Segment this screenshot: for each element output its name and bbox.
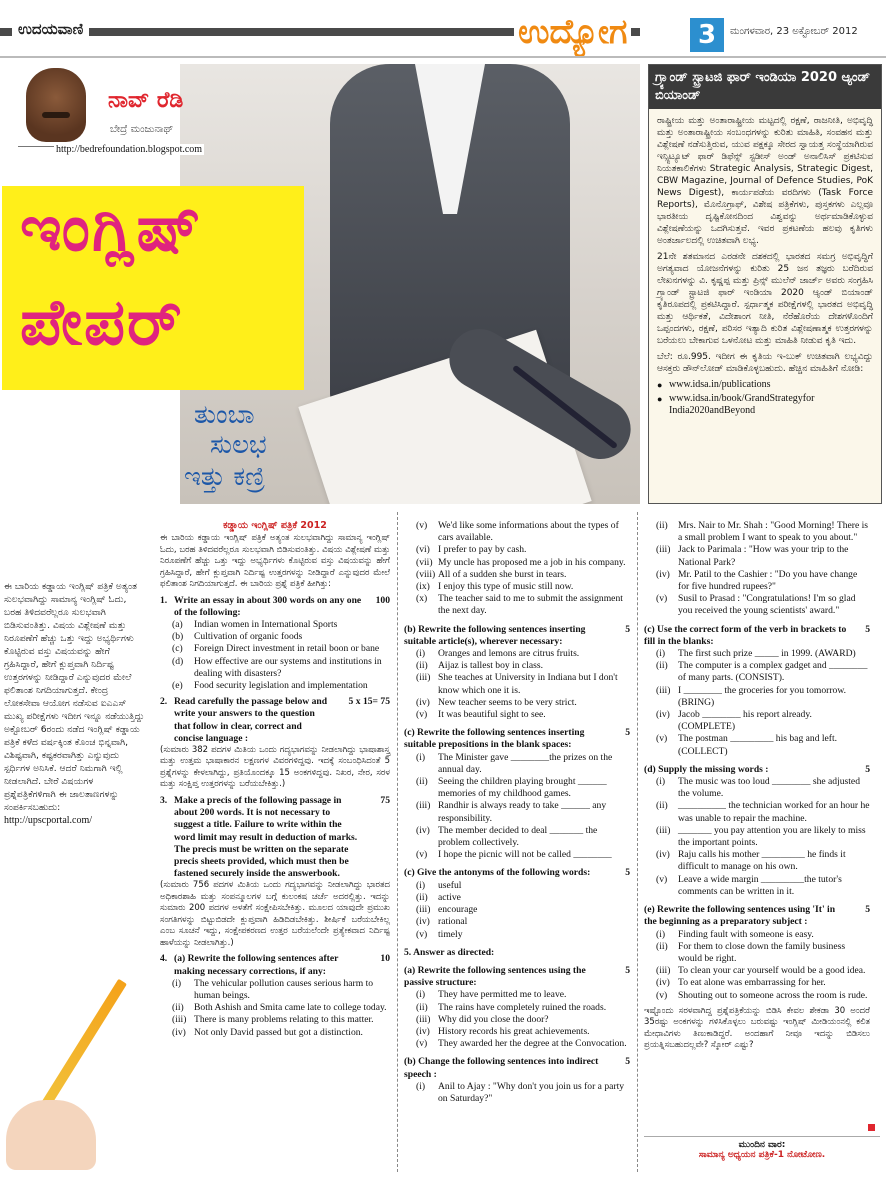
list-item <box>416 660 630 672</box>
item-text: Why did you close the door? <box>438 1013 549 1025</box>
list-item <box>656 825 870 849</box>
book-sidebar <box>648 64 882 504</box>
section-title: (c) Use the correct form of the verb in brackets to fill in the blanks: <box>644 623 847 647</box>
section-heading <box>404 1056 630 1080</box>
q1-options <box>160 619 390 692</box>
item-text: Susil to Prasad : "Congratulations! I'm so glad you received the young scientists' award." <box>678 593 856 617</box>
section-title: (b) Change the following sentences into indirect speech : <box>404 1056 599 1080</box>
question-text: Read carefully the passage below and write your answers to the question that follow in clear, correct and concise language : <box>174 696 328 744</box>
list-item <box>416 557 630 569</box>
list-item <box>416 697 630 709</box>
section-heading <box>404 727 630 751</box>
question-4 <box>160 953 390 977</box>
section-marks: 5 <box>865 763 870 775</box>
item-text: I prefer to pay by cash. <box>438 544 527 556</box>
list-item <box>416 581 630 593</box>
list-item <box>416 520 630 544</box>
list-item <box>656 965 870 977</box>
list-item <box>172 631 390 643</box>
list-item <box>416 892 630 904</box>
item-text: For them to close down the family business would be right. <box>678 940 846 964</box>
item-roman: (iii) <box>416 800 431 812</box>
item-roman: (iv) <box>416 824 430 836</box>
section-title: (e) Rewrite the following sentences using 'It' in the beginning as a preparatory subject : <box>644 904 836 928</box>
item-text: The member decided to deal _______ the problem collectively. <box>438 824 598 849</box>
item-text: New teacher seems to be very strict. <box>438 696 577 708</box>
item-text: They awarded her the degree at the Convocation. <box>438 1038 627 1050</box>
item-text: __________ the technician worked for an hour he was unable to repair the machine. <box>678 800 870 824</box>
list-item <box>416 1002 630 1014</box>
section-heading <box>404 624 630 648</box>
item-text: To clean your car yourself would be a good idea. <box>678 965 866 977</box>
question-note: (ಸುಮಾರು 756 ಪದಗಳ ಮಿತಿಯ ಒಂದು ಗದ್ಯಭಾಗವನ್ನು ನೀಡಲಾಗಿದ್ದು ಭಾರತದ ಅಧಿಕಾರಶಾಹಿ ಮತ್ತು ಸಂಪನ್ಮೂಲಗಳ ಬಗ್ಗೆ ಕುಲಂಕಷ ಚರ್ಚೆ ಅದರಲ್ಲಿತ್ತು. ಇದನ್ನು ಸುಮಾರು 200 ಪದಗಳ ಅಳತೆಗೆ ಸಂಕ್ಷೇಪಿಸಬೇಕಿತ್ತು. ಮೂಲದ ಯಾವುದೇ ಪ್ರಮುಖ ಸಂಗತಿಗಳನ್ನು ಬಿಟ್ಟುಬಿಡದೇ ಕ್ಲುಪ್ತವಾಗಿ ಹಿಡಿದಿಡಬೇಕಿತ್ತು. ಶೀರ್ಷಿಕೆ ಬರೆಯಬೇಕಿಲ್ಲ ಎಂಬ ಸೂಚನೆ ಇದ್ದು, ಸಂಕ್ಷೇಪಕರಣದ ಉತ್ತರ ಬರೆಯಲೆಂದೇ ಪ್ರತ್ಯೇಕವಾದ ನಿರ್ದಿಷ್ಟ ಹಾಳೆಯನ್ನು ನೀಡಲಾಗಿತ್ತು.) <box>160 880 390 948</box>
paper-name: ಉದಯವಾಣಿ <box>12 20 89 38</box>
item-text: Seeing the children playing brought ______ memories of my childhood games. <box>438 776 607 800</box>
headline-line1: ಇಂಗ್ಲಿಷ್ <box>20 192 203 266</box>
list-item <box>416 929 630 941</box>
section-title: (b) Rewrite the following sentences inserting suitable article(s), wherever necessary: <box>404 623 586 647</box>
list-item <box>172 1002 390 1014</box>
issue-date: ಮಂಗಳವಾರ, 23 ಅಕ್ಟೋಬರ್ 2012 <box>730 26 858 37</box>
item-text: The computer is a complex gadget and ________ of many parts. (CONSIST). <box>678 660 868 684</box>
list-item <box>656 520 870 544</box>
item-roman: (v) <box>416 1038 428 1050</box>
item-text: The rains have completely ruined the roads. <box>438 1001 607 1013</box>
question-2 <box>160 696 390 745</box>
intro-url[interactable]: http://upscportal.com/ <box>4 815 93 826</box>
item-roman: (v) <box>416 928 428 940</box>
item-text: Food security legislation and implementation <box>194 679 368 691</box>
item-text: Cultivation of organic foods <box>194 631 303 643</box>
question-number: 2. <box>160 696 168 708</box>
item-roman: (iv) <box>656 709 670 721</box>
item-text: rational <box>438 916 468 928</box>
item-text: Leave a wide margin _________the tutor's comments can be written in it. <box>678 873 842 897</box>
question-number: 1. <box>160 594 168 606</box>
item-roman: (ii) <box>416 1001 428 1013</box>
sidebar-heading: ಗ್ರ್ಯಾಂಡ್ ಸ್ಟ್ರಾಟಜಿ ಫಾರ್ ಇಂಡಿಯಾ 2020 ಆ್ಯಂಡ್ ಬಿಯಾಂಡ್ <box>649 65 881 109</box>
list-item <box>416 569 630 581</box>
list-item <box>416 672 630 696</box>
question-number: 4. <box>160 953 168 965</box>
item-text: Aijaz is tallest boy in class. <box>438 660 543 672</box>
sidebar-links <box>657 379 873 417</box>
list-item <box>656 709 870 733</box>
subhead-line1: ತುಂಬಾ <box>194 400 255 430</box>
page-number: 3 <box>690 18 724 52</box>
list-item <box>172 978 390 1002</box>
item-text: Raju calls his mother _________ he finds it difficult to manage on his own. <box>678 849 846 873</box>
item-roman: (iv) <box>416 696 430 708</box>
list-item <box>416 904 630 916</box>
closing-text: ಇಷ್ಟೊಂದು ಸರಳವಾಗಿದ್ದ ಪ್ರಶ್ನೆಪತ್ರಿಕೆಯನ್ನು ಬಿಡಿಸಿ ಕೇವಲ ಶೇಕಡಾ 30 ಅಂದರೆ 35ರಷ್ಟು ಅಂಕಗಳನ್ನು ಗಳಿಸಿಕೊಳ್ಳಲು ಬರುವಷ್ಟು ಇಂಗ್ಲಿಷ್ ಮೀಡಿಯಂನಲ್ಲಿ ಕಲಿತ ಮೇಧಾವಿಗಳು ತಿಣುಕಾಡಿದ್ದರೆ. ಅಂದಹಾಗೆ ನೀವೂ ಇದನ್ನು ಬಿಡಿಸಲು ಪ್ರಯತ್ನಿಸಬಹುದಲ್ಲವೇ? ಸ್ಕೋರ್ ಎಷ್ಟು? <box>644 1005 870 1051</box>
item-roman: (i) <box>416 1080 426 1092</box>
item-roman: (a) <box>172 618 183 630</box>
masthead-rule <box>0 56 886 58</box>
item-roman: (ix) <box>416 581 430 593</box>
list-item <box>416 916 630 928</box>
item-text: Indian women in International Sports <box>194 618 338 630</box>
item-roman: (iv) <box>656 977 670 989</box>
item-roman: (iii) <box>416 904 431 916</box>
list-item <box>656 990 870 1002</box>
question-text: Make a precis of the following passage in about 200 words. It is not necessary to suggest a title. Failure to write within the word limit may result in deduction of marks. The precis must be written on the separate precis sheets provided, which must then be fastened securely inside the answerbook. <box>174 794 358 880</box>
next-week-topic: ಸಾಮಾನ್ಯ ಅಧ್ಯಯನ ಪತ್ರಿಕೆ-1 ನೋಟೋಣ. <box>698 1150 826 1160</box>
subhead-line2: ಸುಲಭ <box>210 430 267 460</box>
section-marks: 5 <box>625 867 630 879</box>
item-text: The Minister gave ________the prizes on the annual day. <box>438 751 613 775</box>
section-heading <box>644 624 870 648</box>
item-roman: (v) <box>656 989 668 1001</box>
list-item <box>416 825 630 849</box>
section-heading <box>644 764 870 776</box>
item-text: There is many problems relating to this matter. <box>194 1014 374 1026</box>
item-text: _______ you pay attention you are likely to miss the important points. <box>678 824 866 849</box>
list-item <box>172 656 390 680</box>
question-marks: 100 <box>375 594 390 606</box>
end-mark <box>868 1124 875 1131</box>
item-roman: (ii) <box>656 520 668 531</box>
item-text: My uncle has proposed me a job in his company. <box>438 556 626 568</box>
question-marks: 75 <box>380 794 390 806</box>
author-block <box>18 66 203 162</box>
sidebar-link[interactable]: ● www.idsa.in/publications <box>657 379 873 391</box>
section-title: (c) Rewrite the following sentences inserting suitable prepositions in the blank spaces: <box>404 727 585 751</box>
item-roman: (i) <box>416 989 426 1001</box>
item-roman: (iv) <box>416 916 430 928</box>
item-text: encourage <box>438 904 478 916</box>
item-roman: (ii) <box>656 940 668 952</box>
item-roman: (v) <box>656 873 668 885</box>
item-text: Mr. Patil to the Cashier : "Do you have change for five hundred rupees?" <box>678 568 858 593</box>
intro-column <box>4 580 146 827</box>
item-roman: (iv) <box>656 568 670 580</box>
sidebar-para: ಬೆಲೆ: ರೂ.995. ಇದೀಗ ಈ ಕೃತಿಯ ಇ-ಬುಕ್ ಉಚಿತವಾಗಿ ಲಭ್ಯವಿದ್ದು ಆಸಕ್ತರು ಡೌನ್‌ಲೋಡ್ ಮಾಡಿಕೊಳ್ಳಬಹುದು. ಹೆಚ್ಚಿನ ಮಾಹಿತಿಗೆ ನೋಡಿ: <box>657 352 873 374</box>
list-item <box>416 1081 630 1105</box>
list-item <box>416 709 630 721</box>
item-roman: (v) <box>656 593 668 605</box>
question-marks: 5 x 15= 75 <box>348 696 390 708</box>
paper-column-3 <box>644 520 870 1052</box>
list-item <box>416 593 630 617</box>
list-item <box>656 648 870 660</box>
question-marks: 10 <box>380 953 390 965</box>
list-item <box>172 680 390 692</box>
sidebar-para: 21ನೇ ಶತಮಾನದ ಎರಡನೇ ದಶಕದಲ್ಲಿ ಭಾರತದ ಸಮಗ್ರ ಅಭಿವೃದ್ಧಿಗೆ ಅಗತ್ಯವಾದ ಯೋಜನೆಗಳನ್ನು ಕುರಿತು 25 ಜನ ತಜ್ಞರು ಬರೆದಿರುವ ಲೇಖನಗಳನ್ನು ವಿ. ಕೃಷ್ಣಪ್ಪ ಮತ್ತು ಪ್ರಿನ್ಸ್ ಮುಲೆನ್ ಜಾರ್ಜ್ ಅವರು ಸಂಗ್ರಹಿಸಿ ಗ್ರ್ಯಾಂಡ್ ಸ್ಟ್ರಾಟಜಿ ಫಾರ್ ಇಂಡಿಯಾ 2020 ಆ್ಯಂಡ್ ಬಿಯಾಂಡ್ ಕೃತಿರೂಪದಲ್ಲಿ ಪ್ರಕಟಿಸಿದ್ದಾರೆ. ಸ್ಪರ್ಧಾತ್ಮಕ ಪರೀಕ್ಷೆಗಳಲ್ಲಿ ಭಾರತದ ಅಭಿವೃದ್ಧಿ ಮತ್ತು ಆರ್ಥಿಕತೆ, ವಿದೇಶಾಂಗ ನೀತಿ, ನೆರೆಹೊರೆಯ ದೇಶಗಳೊಂದಿಗೆ ಒಪ್ಪಂದಗಳು, ರಕ್ಷಣೆ, ಪರಿಸರ ಇತ್ಯಾದಿ ಕುರಿತ ವಿಶ್ಲೇಷಣಾತ್ಮಕ ಉತ್ತರಗಳನ್ನು ಬರೆಯಲು ಬೇಕಾಗುವ ಒಳನೋಟ ಮತ್ತು ಮಾಹಿತಿ ನೀಡುವ ಕೃತಿ ಇದು. <box>657 252 873 346</box>
item-text: The vehicular pollution causes serious harm to human beings. <box>194 977 374 1001</box>
section-title: 5. Answer as directed: <box>404 946 495 958</box>
section-marks: 5 <box>625 1056 630 1068</box>
item-text: The teacher said to me to submit the assignment the next day. <box>438 593 623 617</box>
item-roman: (iv) <box>416 1025 430 1037</box>
section-marks: 5 <box>625 623 630 635</box>
item-roman: (i) <box>416 751 426 763</box>
item-roman: (i) <box>172 977 182 989</box>
item-roman: (x) <box>416 593 428 605</box>
item-roman: (v) <box>416 849 428 861</box>
list-item <box>416 1014 630 1026</box>
item-roman: (iii) <box>656 965 671 977</box>
item-roman: (ii) <box>416 660 428 672</box>
sidebar-link[interactable]: ● www.idsa.in/book/GrandStrategyfor India2020andBeyond <box>657 393 873 417</box>
column-name: ನಾವ್ ರೆಡಿ <box>108 88 184 113</box>
paper-title: ಕಡ್ಡಾಯ ಇಂಗ್ಲಿಷ್ ಪತ್ರಿಕೆ 2012 <box>223 520 327 531</box>
question-5 <box>404 947 630 959</box>
item-text: We'd like some informations about the types of cars available. <box>438 520 619 544</box>
list-item <box>172 643 390 655</box>
item-text: The first such prize _____ in 1999. (AWARD) <box>678 648 856 660</box>
list-item <box>656 874 870 898</box>
item-text: Not only David passed but got a distinction. <box>194 1026 363 1038</box>
question-3 <box>160 795 390 880</box>
list-item <box>656 660 870 684</box>
item-roman: (iii) <box>656 544 671 556</box>
item-text: She teaches at University in Indiana but I don't know which one it is. <box>438 672 618 696</box>
list-item <box>656 929 870 941</box>
list-item <box>416 1026 630 1038</box>
list-item <box>656 685 870 709</box>
item-roman: (v) <box>416 520 428 531</box>
item-roman: (i) <box>416 648 426 660</box>
item-roman: (vii) <box>416 556 433 568</box>
item-text: useful <box>438 879 462 891</box>
subhead-line3: ಇತ್ತು ಕಣ್ರಿ <box>184 462 265 492</box>
next-week-label: ಮುಂದಿನ ವಾರ: <box>738 1140 786 1150</box>
item-text: The postman _________ his bag and left. (COLLECT) <box>678 733 838 757</box>
list-item <box>416 989 630 1001</box>
list-item <box>656 569 870 593</box>
list-item <box>656 733 870 757</box>
list-item <box>172 619 390 631</box>
section-heading <box>404 965 630 989</box>
item-roman: (d) <box>172 655 184 667</box>
list-item <box>416 776 630 800</box>
list-item <box>656 800 870 824</box>
item-roman: (ii) <box>656 800 668 812</box>
question-text: (a) Rewrite the following sentences after making necessary corrections, if any: <box>174 953 339 977</box>
headline-line2: ಪೇಪರ್ <box>20 286 184 360</box>
item-roman: (c) <box>172 643 183 655</box>
item-text: It was beautiful sight to see. <box>438 709 546 721</box>
list-item <box>656 941 870 965</box>
section-marks: 5 <box>625 964 630 976</box>
paper-intro: ಈ ಬಾರಿಯ ಕಡ್ಡಾಯ ಇಂಗ್ಲಿಷ್ ಪತ್ರಿಕೆ ಅತ್ಯಂತ ಸುಲಭವಾಗಿದ್ದು ಸಾಮಾನ್ಯ ಇಂಗ್ಲಿಷ್ ಓದು, ಬರಹ ತಿಳಿದವರೆಲ್ಲರೂ ಸುಲಭವಾಗಿ ಬಿಡಿಸುವಂತಿತ್ತು. ವಿಷಯ ವಿಶ್ಲೇಷಣೆ ಮತ್ತು ನಿರೂಪಣೆಗೆ ಹೆಚ್ಚು ಒತ್ತು ಇದ್ದು ಅಭ್ಯರ್ಥಿಗಳು ಕೊಟ್ಟಿರುವ ವಸ್ತು ವಿಷಯವನ್ನು ಹೇಗೆ ಗ್ರಹಿಸಿದ್ದಾರೆ, ಹೇಗೆ ಕ್ಲುಪ್ತವಾಗಿ ನಿರ್ದಿಷ್ಟ ಉತ್ತರಗಳನ್ನು ನೀಡಿದ್ದಾರೆ ಎನ್ನುವುದರ ಮೇಲೆ ಫಲಿತಾಂಶ ನಿಗದಿಯಾಗುತ್ತದೆ. ಈ ಬಾರಿಯ ಪ್ರಶ್ನೆ ಪತ್ರಿಕೆ ಹೀಗಿತ್ತು: <box>160 533 390 589</box>
section-title: (a) Rewrite the following sentences using the passive structure: <box>404 964 586 989</box>
item-roman: (ii) <box>172 1002 184 1014</box>
author-byline: ಬೇದ್ರೆ ಮಂಜುನಾಥ್ <box>110 124 174 135</box>
item-roman: (iii) <box>416 672 431 684</box>
item-roman: (vi) <box>416 544 430 556</box>
list-item <box>656 593 870 617</box>
item-text: How effective are our systems and institutions in dealing with disasters? <box>194 655 382 679</box>
list-item <box>656 544 870 568</box>
item-text: Jacob ________ his report already. (COMPLETE) <box>678 709 812 733</box>
list-item <box>656 849 870 873</box>
author-photo <box>26 68 86 142</box>
section-heading <box>404 867 630 879</box>
item-roman: (v) <box>416 709 428 721</box>
list-item <box>416 648 630 660</box>
item-text: Finding fault with someone is easy. <box>678 928 814 940</box>
item-roman: (v) <box>656 733 668 745</box>
item-text: Anil to Ajay : "Why don't you join us for a party on Saturday?" <box>438 1080 625 1104</box>
list-item <box>416 544 630 556</box>
item-text: timely <box>438 928 463 940</box>
list-item <box>416 800 630 824</box>
item-text: Oranges and lemons are citrus fruits. <box>438 648 580 660</box>
list-item <box>656 776 870 800</box>
item-roman: (iii) <box>656 684 671 696</box>
item-text: I hope the picnic will not be called ________ <box>438 849 612 861</box>
item-text: Jack to Parimala : "How was your trip to the National Park? <box>678 544 849 568</box>
item-text: I ________ the groceries for you tomorrow. (BRING) <box>678 684 847 708</box>
item-text: To eat alone was embarrassing for her. <box>678 977 826 989</box>
item-roman: (viii) <box>416 568 436 580</box>
section-marks: 5 <box>865 623 870 635</box>
item-text: History records his great achievements. <box>438 1025 590 1037</box>
question-1 <box>160 595 390 619</box>
question-note: (ಸುಮಾರು 382 ಪದಗಳ ಮಿತಿಯ ಒಂದು ಗದ್ಯಭಾಗವನ್ನು ನೀಡಲಾಗಿದ್ದು ಭಾಷಾಶಾಸ್ತ್ರ ಮತ್ತು ಉತ್ತಮ ಭಾಷಾಕಾರನ ಲಕ್ಷಣಗಳ ವಿವರಗಳಿದ್ದವು. ಇದಕ್ಕೆ ಸಂಬಂಧಿಸಿದಂತೆ 5 ಪ್ರಶ್ನೆಗಳನ್ನು ಕೇಳಲಾಗಿದ್ದು, ಪ್ರತಿಯೊಂದಕ್ಕೂ 15 ಅಂಕಗಳಿದ್ದವು. ನಿಖರ, ನೇರ, ಸರಳ ಮತ್ತು ಸಂಕ್ಷಿಪ್ತ ಉತ್ತರಗಳನ್ನು ಬರೆಯಬೇಕಿತ್ತು.) <box>160 744 390 790</box>
question-number: 3. <box>160 794 168 806</box>
item-roman: (i) <box>656 928 666 940</box>
list-item <box>416 880 630 892</box>
section-title: ಉದ್ಯೋಗ <box>514 12 631 52</box>
item-roman: (i) <box>656 776 666 788</box>
column-divider <box>397 512 398 1172</box>
list-item <box>416 752 630 776</box>
item-text: Mrs. Nair to Mr. Shah : "Good Morning! There is a small problem I want to speak to you about." <box>678 520 869 544</box>
item-roman: (b) <box>172 631 184 643</box>
column-divider <box>637 512 638 1172</box>
item-roman: (iv) <box>656 849 670 861</box>
hand-illustration <box>6 1100 96 1170</box>
item-text: Randhir is always ready to take ______ any responsibility. <box>438 800 607 824</box>
list-item <box>656 977 870 989</box>
item-text: They have permitted me to leave. <box>438 989 567 1001</box>
sidebar-para: ರಾಷ್ಟ್ರೀಯ ಮತ್ತು ಅಂತಾರಾಷ್ಟ್ರೀಯ ಮಟ್ಟದಲ್ಲಿ ರಕ್ಷಣೆ, ರಾಜನೀತಿ, ಅಭಿವೃದ್ಧಿ ಮತ್ತು ಅಂತಾರಾಷ್ಟ್ರೀಯ ಸಂಬಂಧಗಳನ್ನು ಕುರಿತು ಮಾಹಿತಿ, ಸಂವಹನ ಮತ್ತು ವಿಶ್ಲೇಷಣೆ ನಡೆಸುತ್ತಿರುವ, ಯುವ ಪಕ್ಷಕ್ಕೂ ಸೇರದ ಸ್ವಾಯತ್ತ ಸಂಸ್ಥೆಯಾಗಿರುವ ಇನ್ಸ್ಟಿಟ್ಯೂಟ್ ಫಾರ್ ಡಿಫೆನ್ಸ್ ಸ್ಟಡೀಸ್ ಅಂಡ್ ಅನಾಲಿಸಿಸ್ ಪ್ರಕಟಿಸುವ ನಿಯತಕಾಲಿಕೆಗಳು Strategic Analysis, Strategic Digest, CBW Magazine, Journal of Defence Studies, PoK News Digest), ಕಾರ್ಯಪಡೆಯ ವರದಿಗಳು (Task Force Reports), ಮೊನೊಗ್ರಾಫ್, ವಿಶೇಷ ಪತ್ರಿಕೆಗಳು, ಪುಸ್ತಕಗಳು ಎಲ್ಲವೂ ಭಾರತೀಯ ದೃಷ್ಟಿಕೋನದಿಂದ ವಿಶ್ವವನ್ನು ಅರ್ಥಮಾಡಿಕೊಳ್ಳುವ ವಿಶ್ಲೇಷಣೆಯನ್ನು ಒದಗಿಸುತ್ತವೆ. ಇವರ ಪ್ರಕಟಣೆಯ ಹಲವು ಕೃತಿಗಳು ಅಂತರ್ಜಾಲದಲ್ಲಿ ಉಚಿತವಾಗಿ ಲಭ್ಯ. <box>657 116 873 246</box>
pencil-icon <box>39 979 127 1112</box>
paper-column-1 <box>160 520 390 1039</box>
item-roman: (e) <box>172 679 183 691</box>
item-roman: (iii) <box>656 824 671 836</box>
item-text: Foreign Direct investment in retail boon or bane <box>194 643 380 655</box>
list-item <box>172 1027 390 1039</box>
paper-column-2 <box>404 520 630 1105</box>
author-url[interactable]: http://bedrefoundation.blogspot.com <box>56 144 203 155</box>
item-text: Both Ashish and Smita came late to college today. <box>194 1002 387 1014</box>
item-text: I enjoy this type of music still now. <box>438 581 574 593</box>
section-heading <box>644 904 870 928</box>
intro-text: ಈ ಬಾರಿಯ ಕಡ್ಡಾಯ ಇಂಗ್ಲಿಷ್ ಪತ್ರಿಕೆ ಅತ್ಯಂತ ಸುಲಭವಾಗಿದ್ದು ಸಾಮಾನ್ಯ ಇಂಗ್ಲಿಷ್ ಓದು, ಬರಹ ತಿಳಿದವರೆಲ್ಲರೂ ಸುಲಭವಾಗಿ ಬಿಡಿಸುವಂತಿತ್ತು. ವಿಷಯ ವಿಶ್ಲೇಷಣೆ ಮತ್ತು ನಿರೂಪಣೆಗೆ ಹೆಚ್ಚು ಒತ್ತು ಇದ್ದು ಅಭ್ಯರ್ಥಿಗಳು ಕೊಟ್ಟಿರುವ ವಸ್ತು ವಿಷಯವನ್ನು ಹೇಗೆ ಗ್ರಹಿಸಿದ್ದಾರೆ, ಹೇಗೆ ಕ್ಲುಪ್ತವಾಗಿ ನಿರ್ದಿಷ್ಟ ಉತ್ತರಗಳನ್ನು ನೀಡಿದ್ದಾರೆ ಎನ್ನುವುದರ ಮೇಲೆ ಫಲಿತಾಂಶ ನಿಗದಿಯಾಗುತ್ತದೆ. ಕೇಂದ್ರ ಲೋಕಸೇವಾ ಆಯೋಗ ನಡೆಸುವ ಐಎಎಸ್ ಮುಖ್ಯ ಪರೀಕ್ಷೆಗಳು ಇದೀಗ ಇನ್ನೂ ನಡೆಯುತ್ತಿದ್ದು ಅಕ್ಟೋಬರ್ 6ರಂದು ನಡೆದ ಇಂಗ್ಲಿಷ್ ಕಡ್ಡಾಯ ಪತ್ರಿಕೆ ಕಳೆದ ವರ್ಷಕ್ಕಿಂತ ಕೊಂಚ ಭಿನ್ನವಾಗಿ, ವಿಶಿಷ್ಟವಾಗಿ, ಕಷ್ಟಕರವಾಗಿತ್ತು ಎನ್ನುವುದು ಸ್ಪರ್ಧಿಗಳ ಅನಿಸಿಕೆ. ಆದರೆ ನಿಮಗಾಗಿ ಇಲ್ಲಿ ನೀಡಲಾಗಿದೆ. ಬೇರೆ ವಿಷಯಗಳ ಪ್ರಶ್ನೆಪತ್ರಿಕೆಗಳಿಗಾಗಿ ಈ ಜಾಲತಾಣಗಳನ್ನು ಸಂಪರ್ಕಿಸಬಹುದು: <box>4 581 145 813</box>
item-text: active <box>438 891 461 903</box>
item-roman: (iii) <box>416 1013 431 1025</box>
masthead <box>0 0 886 60</box>
section-marks: 5 <box>625 727 630 739</box>
item-text: The music was too loud ________ she adjusted the volume. <box>678 776 860 800</box>
list-item <box>416 1038 630 1050</box>
item-roman: (i) <box>416 879 426 891</box>
item-roman: (ii) <box>416 891 428 903</box>
item-text: Shouting out to someone across the room is rude. <box>678 989 868 1001</box>
item-roman: (iv) <box>172 1026 186 1038</box>
question-text: Write an essay in about 300 words on any one of the following: <box>174 594 362 618</box>
item-text: All of a sudden she burst in tears. <box>438 568 567 580</box>
item-roman: (ii) <box>416 776 428 788</box>
section-title: (d) Supply the missing words : <box>644 763 769 775</box>
headline-box <box>2 186 304 390</box>
item-roman: (iii) <box>172 1014 187 1026</box>
section-title: (c) Give the antonyms of the following words: <box>404 867 591 879</box>
item-roman: (ii) <box>656 660 668 672</box>
list-item <box>416 849 630 861</box>
list-item <box>172 1014 390 1026</box>
section-marks: 5 <box>865 904 870 916</box>
item-roman: (i) <box>656 648 666 660</box>
next-week-box <box>644 1136 880 1160</box>
